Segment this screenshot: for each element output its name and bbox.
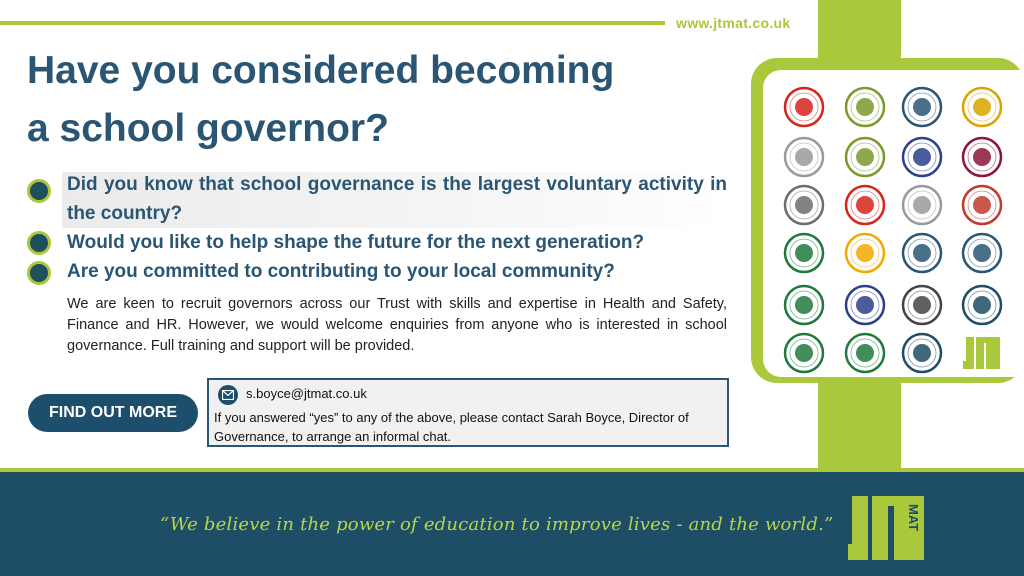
svg-text:MAT: MAT [906,504,921,532]
john-taylor-teaching-school-hub-logo [960,283,1004,327]
church-gresley-infant-logo [782,85,826,129]
question-2: Would you like to help shape the future for the next generation? [67,232,645,253]
jtmat-mini-logo [960,331,1004,375]
primary-crest-logo [782,135,826,179]
winshill-village-logo [843,331,887,375]
primary-rainbow-logo [843,231,887,275]
page-title [27,42,727,158]
find-out-more-button[interactable]: FIND OUT MORE [28,394,198,432]
windmill-school-logo [900,183,944,227]
title-line-1: Have you considered becoming [27,49,615,92]
shenstone-lodge-logo [782,283,826,327]
kingsmead-school-logo [960,85,1004,129]
top-divider [0,21,665,25]
staffordshire-research-school-logo [960,183,1004,227]
contact-email-link[interactable]: s.boyce@jtmat.co.uk [246,386,367,401]
footer-tagline: “We believe in the power of education to improve lives - and the world.” [160,514,834,535]
contact-instructions: If you answered “yes” to any of the above, please contact Sarah Boyce, Director of Governance, to arrange an informal chat. [214,410,689,444]
contact-box [207,378,729,447]
primary-globe-logo [900,331,944,375]
bullet-dot-icon [27,261,51,285]
bullet-dot-icon [27,231,51,255]
achieve-believe-care-logo [843,183,887,227]
site-url[interactable]: www.jtmat.co.uk [676,15,791,31]
chase-terrace-academy-logo [900,231,944,275]
whittington-primary-logo [900,85,944,129]
john-taylor-free-school-logo [900,283,944,327]
all-saints-logo [782,231,826,275]
heath-school-logo [782,183,826,227]
fradley-park-logo [782,331,826,375]
recruitment-description: We are keen to recruit governors across our Trust with skills and expertise in Health and Safety, Finance and HR. However, we would welcome enquiries from anyone who is interested in school governance. Full training and support will be provided. [67,296,727,354]
woodland-primary-logo [843,85,887,129]
victoria-academy-logo [900,135,944,179]
the-florence-academy-logo [843,135,887,179]
mail-icon [218,385,238,405]
question-3: Are you committed to contributing to your local community? [67,261,615,282]
paulet-high-school-logo [960,135,1004,179]
footer-banner [0,468,1024,576]
john-taylor-scitt-logo [960,231,1004,275]
nursery-badge-logo [843,283,887,327]
title-line-2: a school governor? [27,107,389,150]
question-1: Did you know that school governance is the largest voluntary activity in the country? [67,174,727,224]
jtmat-logo-icon [848,492,928,564]
bullet-dot-icon [27,179,51,203]
